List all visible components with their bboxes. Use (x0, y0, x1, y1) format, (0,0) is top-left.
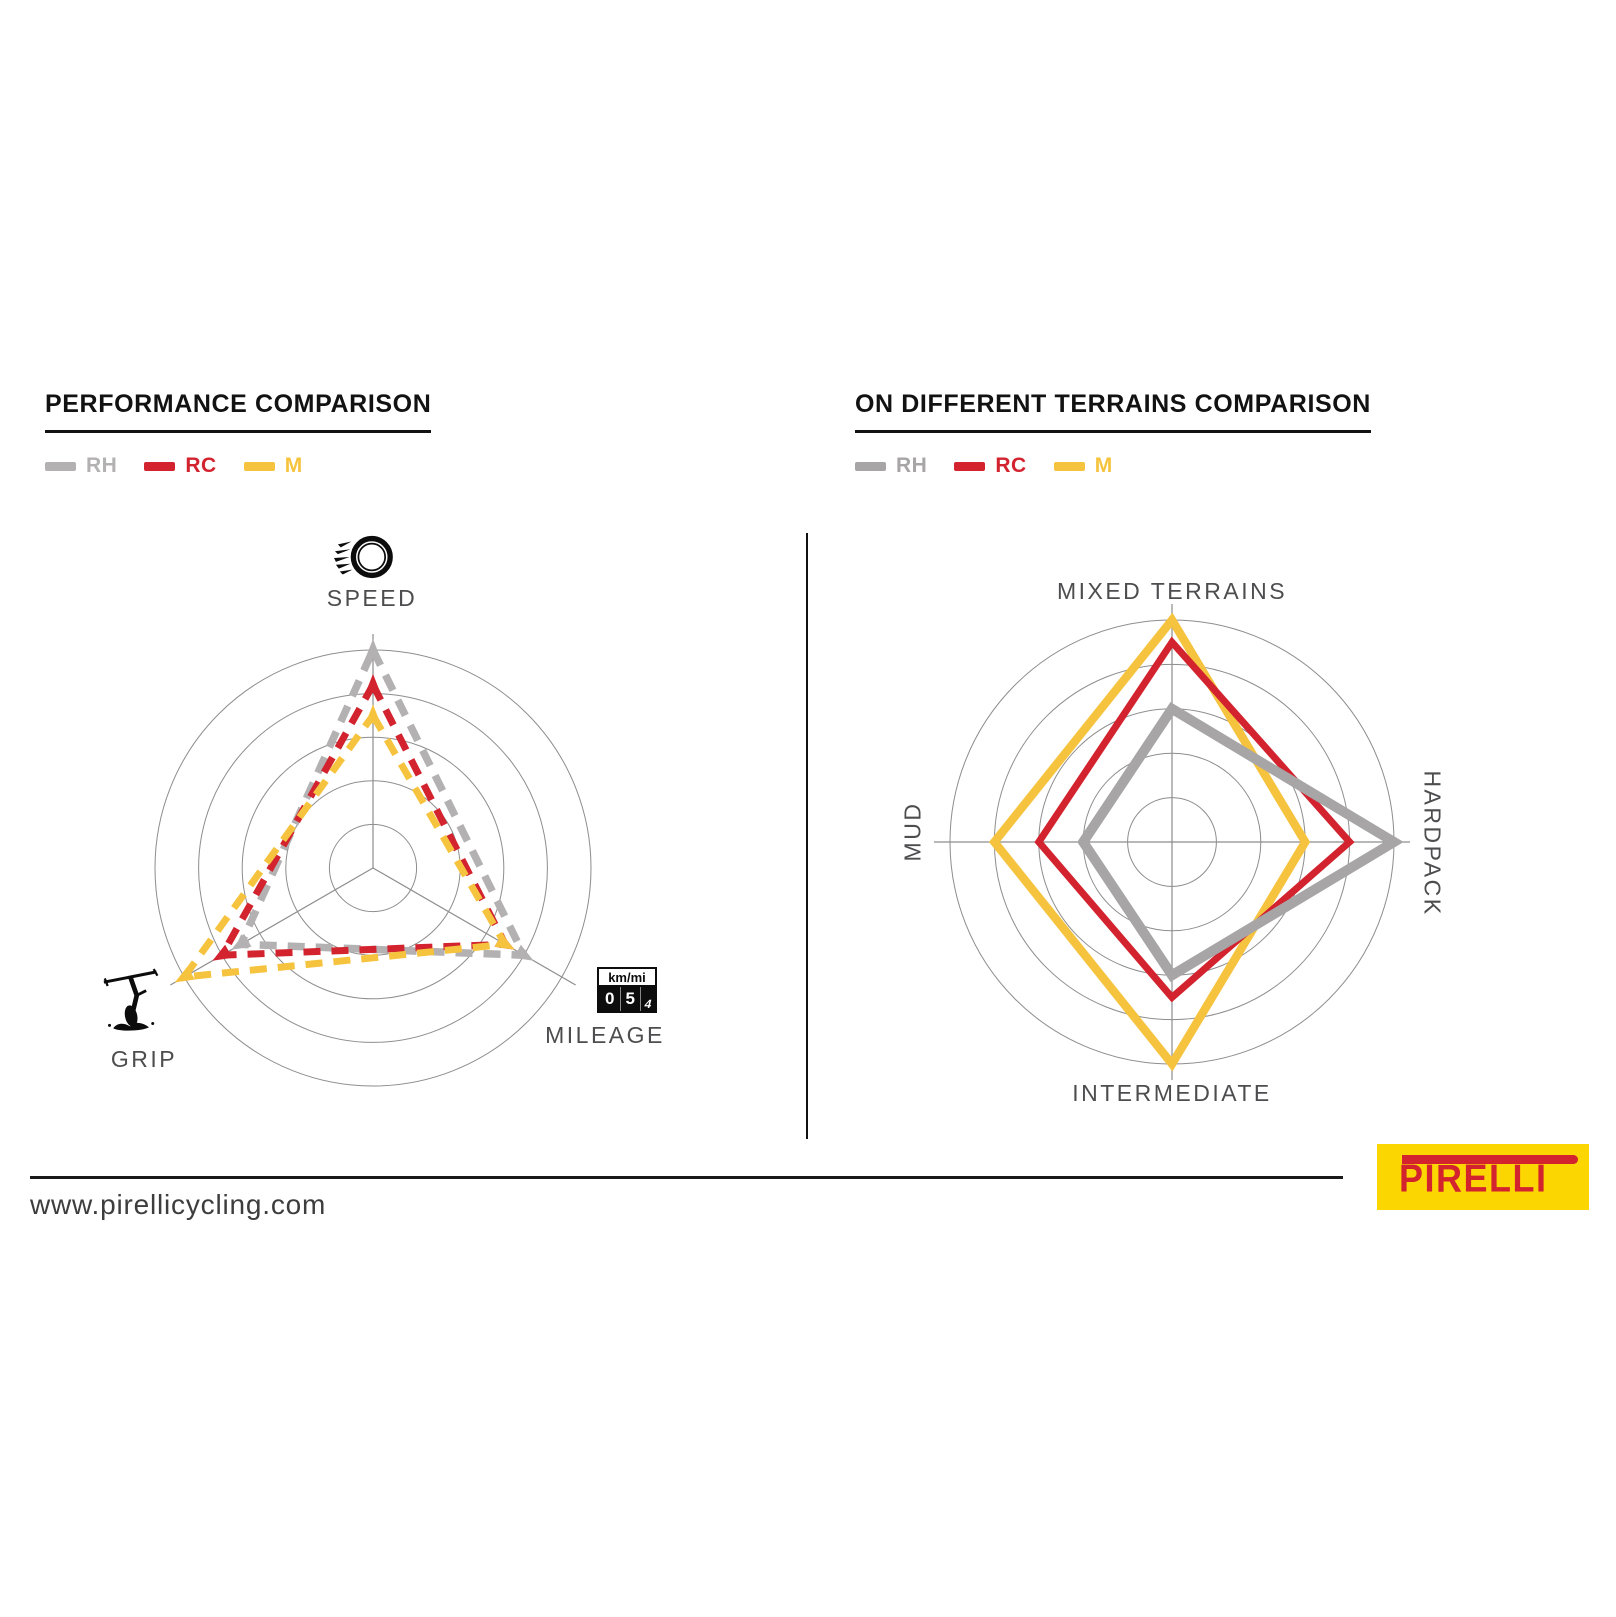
m-label: M (1094, 454, 1113, 477)
performance-legend (45, 454, 431, 478)
series-RH-arrowhead (366, 639, 381, 658)
legend-item-rh (855, 454, 927, 478)
series-RC-arrowhead (366, 674, 381, 693)
legend-item-rc (954, 454, 1026, 478)
terrains-legend (855, 454, 1371, 478)
performance-header (45, 390, 431, 478)
odometer-digit: 0 (599, 987, 621, 1011)
grip-axis-label: GRIP (110, 1046, 178, 1072)
m-swatch (1054, 462, 1085, 471)
intermediate-axis-label: INTERMEDIATE (1072, 1080, 1272, 1106)
odometer-digits (599, 987, 655, 1011)
rc-swatch (144, 462, 175, 471)
mud-axis-label: MUD (899, 801, 926, 862)
legend-item-rh (45, 454, 117, 478)
axis-spoke (170, 868, 373, 985)
terrains-title: ON DIFFERENT TERRAINS COMPARISON (855, 390, 1371, 433)
terrains-header (855, 390, 1371, 478)
terrains-radar-chart (940, 600, 1420, 1090)
rc-label: RC (185, 454, 217, 477)
rc-label: RC (995, 454, 1027, 477)
performance-title: PERFORMANCE COMPARISON (45, 390, 431, 433)
rh-label: RH (86, 454, 118, 477)
series-RC (222, 685, 505, 955)
mileage-axis-label: MILEAGE (545, 1022, 665, 1048)
footer-rule (30, 1176, 1343, 1179)
odometer-unit: km/mi (599, 969, 655, 987)
legend-item-rc (144, 454, 216, 478)
mtb-bike-icon (102, 966, 164, 1036)
m-label: M (284, 454, 303, 477)
pirelli-wordmark: PIRELLI (1399, 1156, 1548, 1201)
odometer-digit: 5 (621, 987, 642, 1011)
odometer-rolling-digit: 4 (643, 997, 654, 1011)
pirelli-logo (1377, 1144, 1589, 1210)
legend-item-m (1054, 454, 1113, 478)
speed-axis-label: SPEED (326, 585, 418, 611)
website-url: www.pirellicycling.com (30, 1189, 327, 1220)
rh-swatch (855, 462, 886, 471)
rc-swatch (954, 462, 985, 471)
odometer-icon (597, 967, 657, 1013)
tire-speed-icon (334, 531, 396, 583)
mixed-terrains-axis-label: MIXED TERRAINS (1056, 578, 1288, 604)
rh-swatch (45, 462, 76, 471)
section-divider (806, 533, 808, 1139)
series-M-arrowhead (366, 704, 381, 723)
legend-item-m (244, 454, 303, 478)
hardpack-axis-label: HARDPACK (1419, 770, 1446, 917)
m-swatch (244, 462, 275, 471)
rh-label: RH (896, 454, 928, 477)
